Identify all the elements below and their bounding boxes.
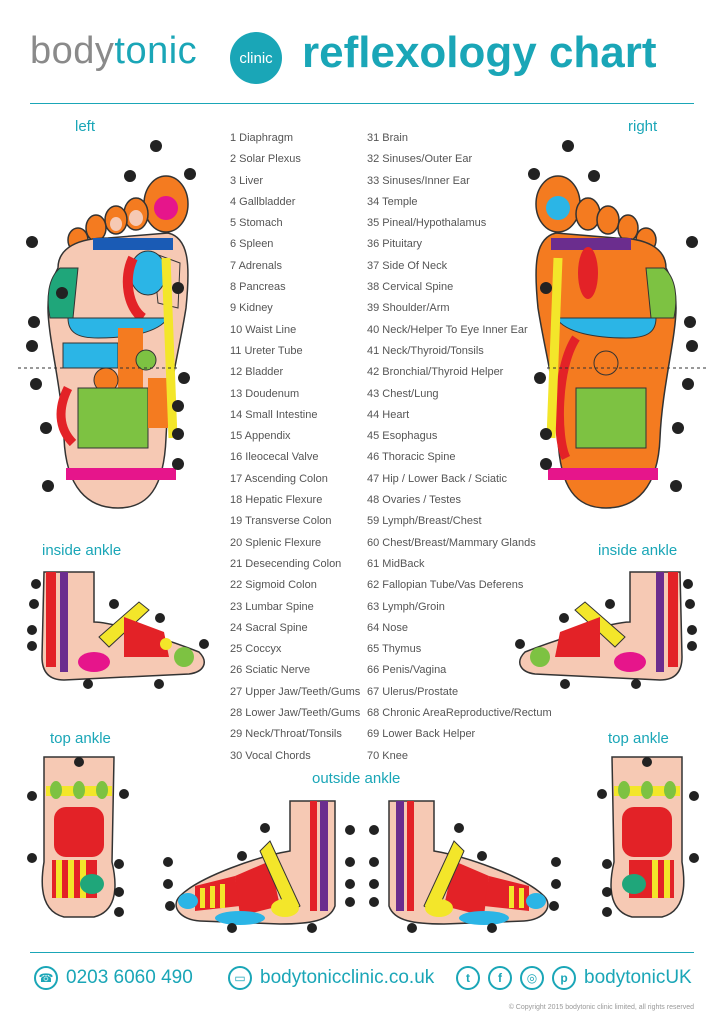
legend-item: 17 Ascending Colon xyxy=(230,472,328,485)
legend-item: 36 Pituitary xyxy=(367,238,423,251)
legend-item: 68 Chronic AreaReproductive/Rectum xyxy=(367,707,552,720)
legend-item: 67 Ulerus/Prostate xyxy=(367,685,459,698)
label-outside-ankle: outside ankle xyxy=(312,770,401,787)
legend-item: 59 Lymph/Breast/Chest xyxy=(367,515,482,528)
phone-contact[interactable] xyxy=(34,966,193,990)
legend-item: 25 Coccyx xyxy=(230,643,282,656)
legend-item: 63 Lymph/Groin xyxy=(367,600,445,613)
legend-item: 27 Upper Jaw/Teeth/Gums xyxy=(230,685,361,698)
legend-item: 11 Ureter Tube xyxy=(230,344,303,357)
instagram-icon[interactable]: ◎ xyxy=(520,966,544,990)
pinterest-icon[interactable]: p xyxy=(552,966,576,990)
legend-item: 22 Sigmoid Colon xyxy=(230,579,317,592)
twitter-icon[interactable]: t xyxy=(456,966,480,990)
left-sole-map xyxy=(18,138,198,518)
website-link[interactable] xyxy=(228,966,434,990)
legend-item: 47 Hip / Lower Back / Sciatic xyxy=(367,472,508,485)
legend-item: 35 Pineal/Hypothalamus xyxy=(367,217,487,230)
social-links xyxy=(456,966,692,990)
legend-item: 14 Small Intestine xyxy=(230,408,318,421)
legend-item: 48 Ovaries / Testes xyxy=(367,494,461,507)
legend-item: 31 Brain xyxy=(367,132,408,144)
legend-item: 8 Pancreas xyxy=(230,281,286,294)
legend-item: 62 Fallopian Tube/Vas Deferens xyxy=(367,579,524,592)
legend-item: 34 Temple xyxy=(367,195,418,208)
legend-item: 24 Sacral Spine xyxy=(230,621,308,634)
monitor-icon: ▭ xyxy=(228,966,252,990)
top-ankle-left-map xyxy=(24,752,134,927)
page-title: reflexology chart xyxy=(302,28,657,77)
phone-icon: ☎ xyxy=(34,966,58,990)
legend-item: 15 Appendix xyxy=(230,430,291,443)
legend-item: 10 Waist Line xyxy=(230,323,297,336)
legend-item: 6 Spleen xyxy=(230,238,274,251)
legend-left-column xyxy=(230,128,360,767)
legend-item: 69 Lower Back Helper xyxy=(367,728,476,741)
copyright-text: © Copyright 2015 bodytonic clinic limited, all rights reserved xyxy=(508,1004,694,1011)
brand-part2: tonic xyxy=(114,30,198,72)
legend-item: 4 Gallbladder xyxy=(230,195,296,208)
outside-ankle-left-map xyxy=(160,796,360,934)
legend-item: 5 Stomach xyxy=(230,217,283,230)
label-inside-ankle-left: inside ankle xyxy=(42,542,122,559)
brand-badge: clinic xyxy=(230,32,282,84)
legend-item: 60 Chest/Breast/Mammary Glands xyxy=(367,536,536,549)
facebook-icon[interactable]: f xyxy=(488,966,512,990)
header-divider xyxy=(30,103,694,104)
legend-item: 21 Desecending Colon xyxy=(230,557,342,570)
legend-item: 43 Chest/Lung xyxy=(367,387,439,400)
legend-item: 9 Kidney xyxy=(230,302,273,315)
label-top-ankle-left: top ankle xyxy=(50,730,111,747)
legend-item: 28 Lower Jaw/Teeth/Gums xyxy=(230,707,361,720)
brand-logo[interactable] xyxy=(30,30,197,73)
legend-item: 70 Knee xyxy=(367,749,408,762)
brand-part1: body xyxy=(30,30,115,72)
legend-item: 13 Doudenum xyxy=(230,387,300,400)
legend-item: 33 Sinuses/Inner Ear xyxy=(367,174,470,187)
header xyxy=(0,0,724,104)
legend-item: 39 Shoulder/Arm xyxy=(367,302,450,315)
legend-item: 37 Side Of Neck xyxy=(367,259,448,272)
legend-item: 66 Penis/Vagina xyxy=(367,664,447,677)
label-inside-ankle-right: inside ankle xyxy=(598,542,678,559)
label-left: left xyxy=(75,118,96,135)
legend-item: 41 Neck/Thyroid/Tonsils xyxy=(367,344,484,357)
top-ankle-right-map xyxy=(592,752,702,927)
legend-item: 7 Adrenals xyxy=(230,259,282,272)
legend-item: 61 MidBack xyxy=(367,557,425,570)
legend-item: 65 Thymus xyxy=(367,643,422,656)
legend-item: 29 Neck/Throat/Tonsils xyxy=(230,728,342,741)
outside-ankle-right-map xyxy=(364,796,564,934)
legend-item: 44 Heart xyxy=(367,408,410,421)
label-right: right xyxy=(628,118,658,135)
inside-ankle-right-map xyxy=(510,562,700,692)
legend-item: 18 Hepatic Flexure xyxy=(230,494,323,507)
legend-item: 1 Diaphragm xyxy=(230,132,293,144)
footer-divider xyxy=(30,952,694,953)
website-url: bodytonicclinic.co.uk xyxy=(260,967,435,988)
legend-item: 40 Neck/Helper To Eye Inner Ear xyxy=(367,323,528,336)
legend-item: 45 Esophagus xyxy=(367,430,438,443)
legend-item: 2 Solar Plexus xyxy=(230,153,301,166)
right-sole-map xyxy=(526,138,706,518)
legend-item: 20 Splenic Flexure xyxy=(230,536,322,549)
legend-item: 23 Lumbar Spine xyxy=(230,600,314,613)
legend-item: 3 Liver xyxy=(230,174,264,187)
inside-ankle-left-map xyxy=(24,562,214,692)
legend-item: 42 Bronchial/Thyroid Helper xyxy=(367,366,504,379)
legend-item: 30 Vocal Chords xyxy=(230,749,311,762)
legend-item: 19 Transverse Colon xyxy=(230,515,332,528)
legend-item: 16 Ileocecal Valve xyxy=(230,451,319,464)
phone-number: 0203 6060 490 xyxy=(66,967,193,988)
social-handle[interactable]: bodytonicUK xyxy=(584,967,692,988)
legend-item: 12 Bladder xyxy=(230,366,284,379)
legend-item: 32 Sinuses/Outer Ear xyxy=(367,153,473,166)
legend-item: 46 Thoracic Spine xyxy=(367,451,456,464)
legend-item: 38 Cervical Spine xyxy=(367,281,454,294)
legend-item: 26 Sciatic Nerve xyxy=(230,664,311,677)
legend-item: 64 Nose xyxy=(367,621,408,634)
label-top-ankle-right: top ankle xyxy=(608,730,669,747)
